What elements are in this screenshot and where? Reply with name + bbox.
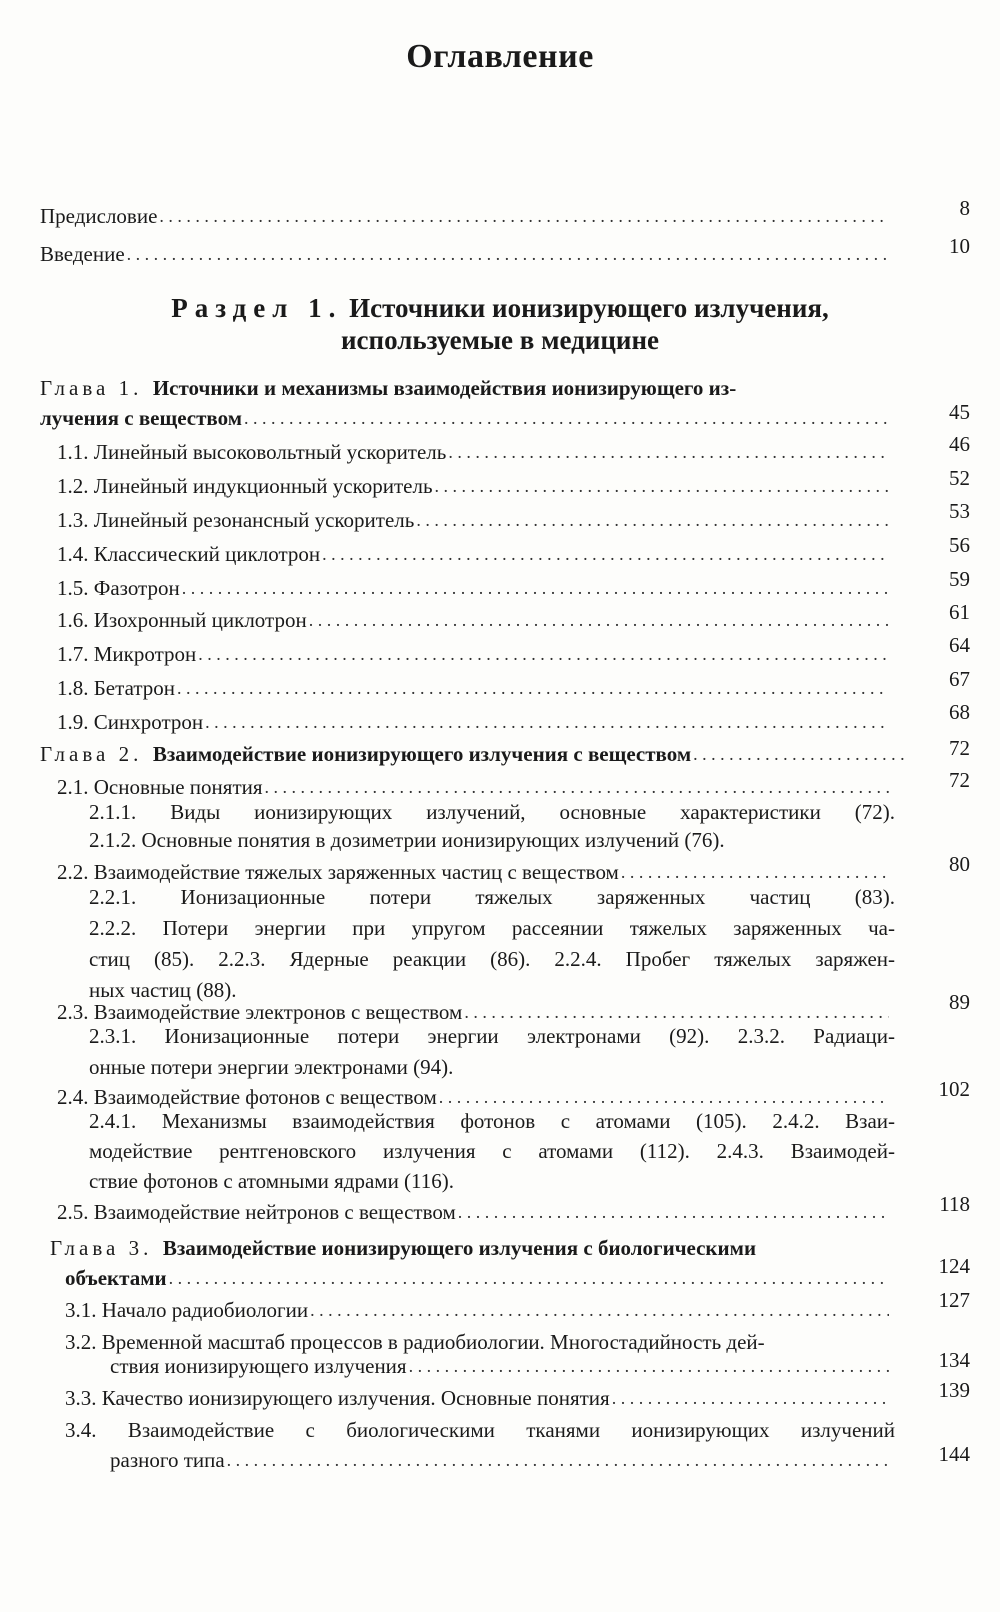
toc-entry-label: 3.1. Начало радиобиологии bbox=[65, 1298, 309, 1322]
toc-page-number: 46 bbox=[949, 432, 970, 456]
toc-entry-introduction[interactable] bbox=[40, 240, 895, 268]
toc-entry-label: 2.3. Взаимодействие электронов с веществом bbox=[57, 1000, 463, 1024]
toc-entry-3-4[interactable] bbox=[65, 1416, 895, 1444]
toc-page-number: 68 bbox=[949, 700, 970, 724]
dot-leader bbox=[409, 1352, 889, 1380]
chapter-title: лучения с веществом bbox=[40, 406, 243, 430]
toc-entry-label: 2.2.2. Потери энергии при упругом рассеянии тяжелых заряженных ча- bbox=[89, 916, 895, 940]
chapter-label: Глава 3. bbox=[50, 1236, 153, 1260]
toc-page-number: 10 bbox=[949, 234, 970, 258]
toc-entry-label: 2.1.2. Основные понятия в дозиметрии ионизирующих излучений (76). bbox=[89, 828, 725, 852]
dot-leader bbox=[182, 574, 889, 602]
dot-leader bbox=[198, 640, 889, 668]
dot-leader bbox=[322, 540, 889, 568]
toc-page-number: 45 bbox=[949, 400, 970, 424]
toc-entry-label: 1.1. Линейный высоковольтный ускоритель bbox=[57, 440, 447, 464]
toc-page-number: 8 bbox=[959, 196, 970, 220]
toc-entry-label: 3.3. Качество ионизирующего излучения. Основные понятия bbox=[65, 1386, 610, 1410]
toc-entry-1-6[interactable] bbox=[57, 606, 895, 634]
toc-entry-label: Введение bbox=[40, 242, 125, 266]
toc-entry-label: ствия ионизирующего излучения bbox=[110, 1354, 407, 1378]
toc-entry-label: 1.3. Линейный резонансный ускоритель bbox=[57, 508, 415, 532]
dot-leader bbox=[310, 1296, 889, 1324]
toc-entry-preface[interactable] bbox=[40, 202, 895, 230]
dot-leader bbox=[435, 472, 889, 500]
toc-entry-label bbox=[40, 740, 691, 768]
section-title-line2: используемые в медицине bbox=[340, 325, 660, 355]
toc-entry-label: 2.5. Взаимодействие нейтронов с веществом bbox=[57, 1200, 456, 1224]
toc-page-number: 144 bbox=[938, 1442, 970, 1466]
page-title: Оглавление bbox=[406, 38, 594, 75]
toc-entry-3-4-cont[interactable] bbox=[110, 1446, 895, 1474]
toc-entry-label: 3.2. Временной масштаб процессов в радиобиологии. Многостадийность дей- bbox=[65, 1330, 765, 1354]
toc-page-number: 64 bbox=[949, 633, 970, 657]
toc-page-number: 72 bbox=[949, 736, 970, 760]
chapter-2-heading[interactable] bbox=[40, 740, 910, 768]
chapter-label: Глава 1. bbox=[40, 376, 143, 400]
subsection-list bbox=[89, 883, 895, 1004]
dot-leader bbox=[127, 240, 889, 268]
toc-entry-label: стиц (85). 2.2.3. Ядерные реакции (86). 2.2.4. Пробег тяжелых заряжен- bbox=[89, 947, 895, 971]
dot-leader bbox=[309, 606, 889, 634]
toc-entry-1-3[interactable] bbox=[57, 506, 895, 534]
toc-page-number: 67 bbox=[949, 667, 970, 691]
toc-entry-label: 1.7. Микротрон bbox=[57, 642, 197, 666]
dot-leader bbox=[693, 740, 904, 768]
dot-leader bbox=[448, 438, 889, 466]
toc-page-number: 118 bbox=[939, 1192, 970, 1216]
section-title-line1: Источники ионизирующего излучения, bbox=[349, 293, 829, 323]
toc-entry-2-1[interactable] bbox=[57, 773, 895, 801]
toc-page-number: 127 bbox=[938, 1288, 970, 1312]
toc-entry-3-2-cont[interactable] bbox=[110, 1352, 895, 1380]
toc-entry-1-2[interactable] bbox=[57, 472, 895, 500]
subsection-list bbox=[89, 1022, 895, 1081]
toc-page-number: 80 bbox=[949, 852, 970, 876]
toc-entry-label: 2.1. Основные понятия bbox=[57, 775, 263, 799]
chapter-1-heading[interactable] bbox=[40, 374, 895, 402]
chapter-title: Взаимодействие ионизирующего излучения с биологическими bbox=[162, 1236, 757, 1260]
toc-entry-1-7[interactable] bbox=[57, 640, 895, 668]
toc-entry-label: ствие фотонов с атомными ядрами (116). bbox=[89, 1169, 455, 1193]
toc-entry-2-5[interactable] bbox=[57, 1198, 895, 1226]
toc-entry-3-1[interactable] bbox=[65, 1296, 895, 1324]
toc-page-number: 56 bbox=[949, 533, 970, 557]
toc-page-number: 102 bbox=[938, 1077, 970, 1101]
chapter-title: Источники и механизмы взаимодействия ионизирующего из- bbox=[152, 376, 737, 400]
toc-entry-label: 2.2.1. Ионизационные потери тяжелых заряженных частиц (83). bbox=[89, 885, 895, 909]
toc-entry-label: 2.1.1. Виды ионизирующих излучений, основные характеристики (72). bbox=[89, 800, 895, 824]
toc-entry-label: 1.4. Классический циклотрон bbox=[57, 542, 321, 566]
toc-page-number: 59 bbox=[949, 567, 970, 591]
chapter-label: Глава 2. bbox=[40, 742, 143, 766]
subsection-list bbox=[89, 798, 895, 854]
chapter-1-heading-cont[interactable] bbox=[40, 404, 895, 432]
dot-leader bbox=[612, 1384, 889, 1412]
dot-leader bbox=[169, 1264, 889, 1292]
toc-entry-label: 2.3.1. Ионизационные потери энергии электронами (92). 2.3.2. Радиаци- bbox=[89, 1024, 895, 1048]
toc-entry-label: ных частиц (88). bbox=[89, 978, 237, 1002]
dot-leader bbox=[621, 858, 889, 886]
chapter-title: объектами bbox=[65, 1266, 167, 1290]
dot-leader bbox=[205, 708, 889, 736]
toc-entry-label: 2.4. Взаимодействие фотонов с веществом bbox=[57, 1085, 437, 1109]
toc-entry-label bbox=[40, 374, 736, 402]
section-prefix: Раздел 1. bbox=[171, 293, 343, 323]
toc-entry-label: онные потери энергии электронами (94). bbox=[89, 1055, 454, 1079]
dot-leader bbox=[265, 773, 889, 801]
toc-page-number: 139 bbox=[938, 1378, 970, 1402]
toc-entry-label: 1.5. Фазотрон bbox=[57, 576, 180, 600]
subsection-list bbox=[89, 1107, 895, 1195]
chapter-title: Взаимодействие ионизирующего излучения с веществом bbox=[152, 742, 692, 766]
dot-leader bbox=[159, 202, 889, 230]
toc-page-number: 61 bbox=[949, 600, 970, 624]
dot-leader bbox=[177, 674, 889, 702]
toc-entry-label: разного типа bbox=[110, 1448, 225, 1472]
toc-entry-label: 2.2. Взаимодействие тяжелых заряженных частиц с веществом bbox=[57, 860, 619, 884]
toc-page-number: 124 bbox=[938, 1254, 970, 1278]
toc-entry-label: 1.2. Линейный индукционный ускоритель bbox=[57, 474, 433, 498]
toc-entry-3-3[interactable] bbox=[65, 1384, 895, 1412]
toc-entry-label: 1.6. Изохронный циклотрон bbox=[57, 608, 307, 632]
toc-page-number: 89 bbox=[949, 990, 970, 1014]
toc-entry-label: 1.9. Синхротрон bbox=[57, 710, 204, 734]
toc-entry-label: 1.8. Бетатрон bbox=[57, 676, 176, 700]
dot-leader bbox=[244, 404, 889, 432]
chapter-3-heading-cont[interactable] bbox=[65, 1264, 895, 1292]
toc-entry-1-9[interactable] bbox=[57, 708, 895, 736]
toc-entry-1-8[interactable] bbox=[57, 674, 895, 702]
section-heading bbox=[0, 290, 1000, 326]
toc-entry-label: Предисловие bbox=[40, 204, 158, 228]
toc-entry-label: 3.4. Взаимодействие с биологическими тканями ионизирующих излучений bbox=[65, 1418, 895, 1442]
dot-leader bbox=[227, 1446, 889, 1474]
toc-page-number: 52 bbox=[949, 466, 970, 490]
toc-page-number: 72 bbox=[949, 768, 970, 792]
toc-entry-1-1[interactable] bbox=[57, 438, 895, 466]
chapter-3-heading[interactable] bbox=[50, 1234, 900, 1262]
toc-entry-1-4[interactable] bbox=[57, 540, 895, 568]
toc-page-number: 53 bbox=[949, 499, 970, 523]
toc-entry-1-5[interactable] bbox=[57, 574, 895, 602]
toc-page-number: 134 bbox=[938, 1348, 970, 1372]
toc-entry-label bbox=[50, 1234, 756, 1262]
toc-entry-label: модействие рентгеновского излучения с атомами (112). 2.4.3. Взаимодей- bbox=[89, 1139, 895, 1163]
toc-entry-label: 2.4.1. Механизмы взаимодействия фотонов с атомами (105). 2.4.2. Взаи- bbox=[89, 1109, 895, 1133]
toc-entry-2-2[interactable] bbox=[57, 858, 895, 886]
dot-leader bbox=[458, 1198, 889, 1226]
dot-leader bbox=[416, 506, 889, 534]
